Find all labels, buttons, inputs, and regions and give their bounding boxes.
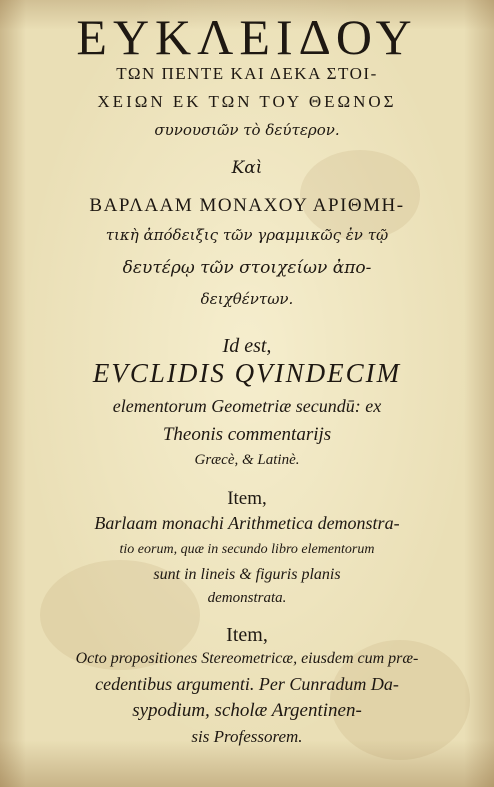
item-1: Item, [227,488,267,509]
kai: Καὶ [231,158,263,178]
latin-title-line-2: elementorum Geometriæ secundū: ex [112,396,382,416]
greek-subtitle-line-3: συνουσιῶν τὸ δεύτερον. [154,121,340,139]
latin-octo-line-2: cedentibus argumenti. Per Cunradum Da- [95,674,399,694]
greek-subtitle-line-2: ΧΕΙΩΝ ΕΚ ΤΩΝ ΤΟΥ ΘΕΩΝΟΣ [97,92,397,111]
main-title: ΕΥΚΛΕΙΔΟΥ [76,9,418,65]
latin-barlaam-line-4: demonstrata. [207,590,287,606]
latin-octo-line-4: sis Professorem. [191,727,303,746]
greek-barlaam-line-4: δειχθέντων. [200,290,294,308]
latin-title-line-1: EVCLIDIS QVINDECIM [92,358,402,388]
latin-barlaam-line-1: Barlaam monachi Arithmetica demonstra- [94,513,400,533]
latin-barlaam-line-2: tio eorum, quæ in secundo libro elementorum [119,542,375,557]
greek-subtitle-line-1: ΤΩΝ ΠΕΝΤΕ ΚΑΙ ΔΕΚΑ ΣΤΟΙ- [116,64,378,83]
greek-barlaam-line-2: τικὴ ἀπόδειξις τῶν γραμμικῶς ἐν τῷ [105,226,389,244]
latin-octo-line-1: Octo propositiones Stereometricæ, eiusdem cum præ- [75,650,419,667]
latin-barlaam-line-3: sunt in lineis & figuris planis [153,566,341,583]
latin-title-line-3: Theonis commentarijs [162,424,332,445]
id-est: Id est, [222,335,272,357]
latin-title-line-4: Græcè, & Latinè. [194,452,300,468]
greek-barlaam-line-3: δευτέρῳ τῶν στοιχείων ἀπο- [122,258,372,278]
item-2: Item, [226,624,268,646]
latin-octo-line-3: sypodium, scholæ Argentinen- [132,700,362,721]
greek-barlaam-line-1: ΒΑΡΛΑΑΜ ΜΟΝΑΧΟΥ ΑΡΙΘΜΗ- [89,195,405,216]
